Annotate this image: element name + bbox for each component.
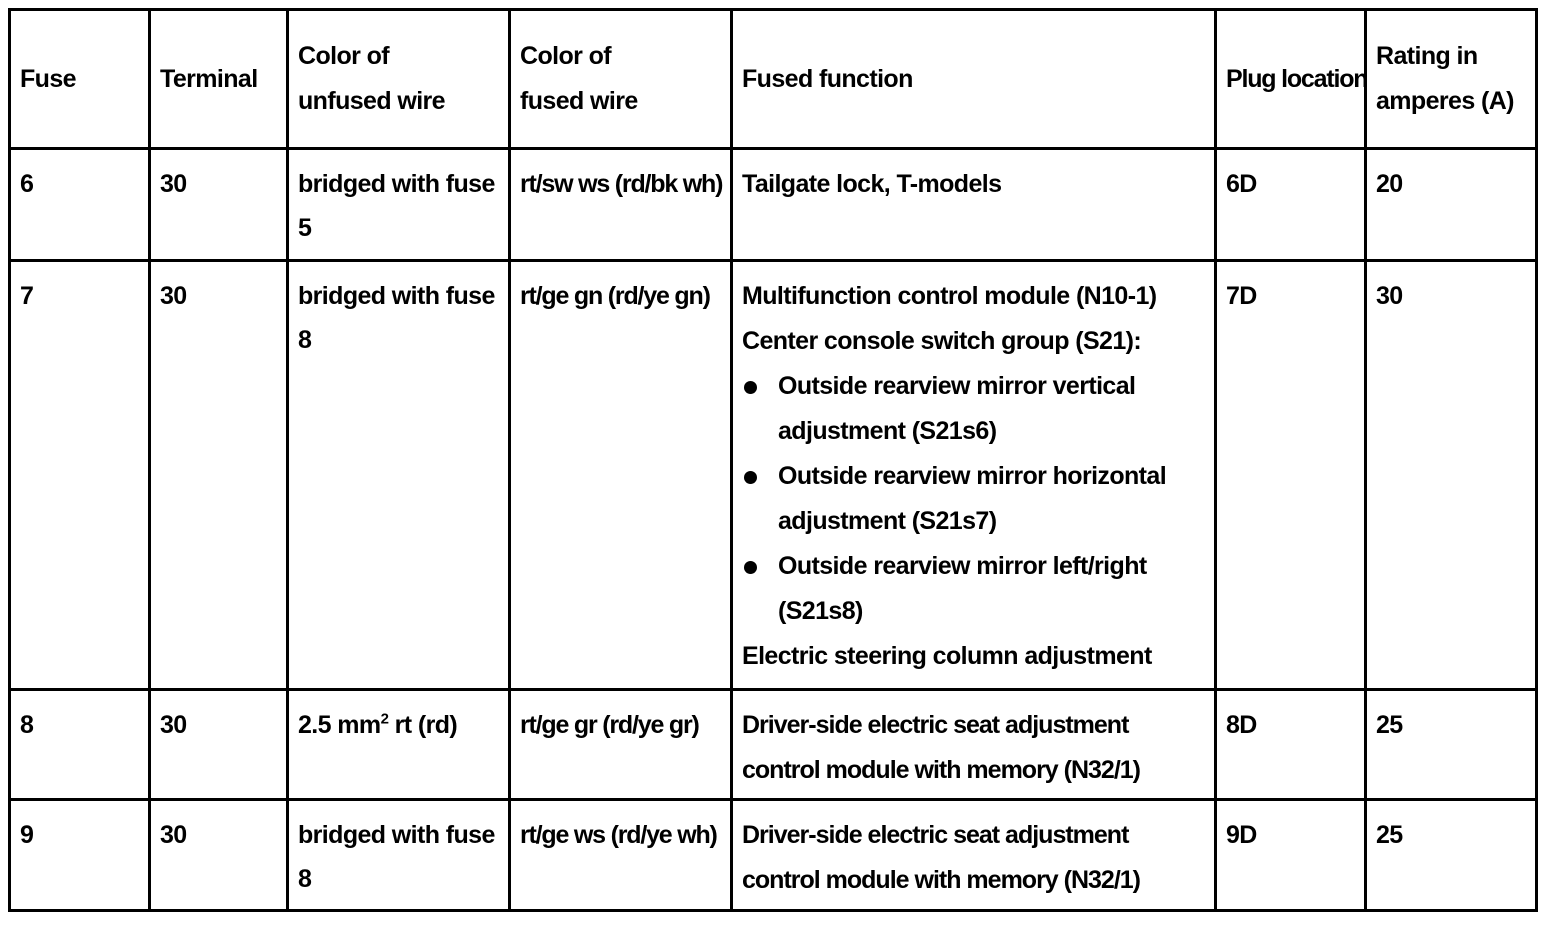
table-row — [10, 261, 1537, 690]
table-row — [10, 690, 1537, 800]
cell-fused-function — [732, 800, 1216, 911]
header-row — [10, 10, 1537, 149]
cell-unfused-wire: bridged with fuse 8 — [288, 800, 510, 911]
header-fused-wire — [510, 10, 732, 149]
cell-fuse: 8 — [10, 690, 150, 800]
wire-gauge-value: 2.5 mm — [298, 711, 381, 739]
cell-fuse: 9 — [10, 800, 150, 911]
cell-fused-wire: rt/ge gn (rd/ye gn) — [510, 261, 732, 690]
header-terminal-label: Terminal — [160, 64, 258, 93]
bullet-icon — [744, 471, 757, 484]
bullet-text: Outside rearview mirror vertical adjustment (S21s6) — [778, 372, 1136, 445]
cell-fused-wire: rt/sw ws (rd/bk wh) — [510, 149, 732, 261]
header-function-label: Fused function — [742, 64, 913, 93]
header-rating-line1: Rating in — [1376, 42, 1478, 70]
function-bullet-item — [742, 454, 1208, 544]
function-bullet-item — [742, 544, 1208, 634]
fuse-table — [8, 8, 1538, 912]
cell-fused-wire: rt/ge gr (rd/ye gr) — [510, 690, 732, 800]
cell-fused-wire: rt/ge ws (rd/ye wh) — [510, 800, 732, 911]
header-fused-line1: Color of — [520, 42, 612, 70]
cell-plug-location: 8D — [1216, 690, 1366, 800]
cell-unfused-wire: bridged with fuse 8 — [288, 261, 510, 690]
function-line: Driver-side electric seat adjustment control module with memory (N32/1) — [742, 711, 1141, 784]
function-line: Tailgate lock, T-models — [742, 170, 1002, 198]
header-plug-label: Plug location — [1226, 64, 1368, 93]
cell-unfused-wire: bridged with fuse 5 — [288, 149, 510, 261]
cell-fused-function — [732, 261, 1216, 690]
cell-fused-function — [732, 149, 1216, 261]
header-unfused-line2: unfused wire — [298, 87, 445, 115]
cell-plug-location: 6D — [1216, 149, 1366, 261]
function-line: Electric steering column adjustment — [742, 642, 1152, 670]
header-fused-line2: fused wire — [520, 87, 638, 115]
cell-unfused-wire — [288, 690, 510, 800]
cell-fuse: 7 — [10, 261, 150, 690]
bullet-text: Outside rearview mirror horizontal adjustment (S21s7) — [778, 462, 1167, 535]
cell-terminal: 30 — [150, 261, 288, 690]
cell-rating: 20 — [1366, 149, 1537, 261]
cell-terminal: 30 — [150, 690, 288, 800]
table-row — [10, 149, 1537, 261]
bullet-text: Outside rearview mirror left/right (S21s8) — [778, 552, 1147, 625]
header-unfused-line1: Color of — [298, 42, 390, 70]
header-fuse — [10, 10, 150, 149]
cell-rating: 30 — [1366, 261, 1537, 690]
cell-rating: 25 — [1366, 800, 1537, 911]
table-row — [10, 800, 1537, 911]
cell-terminal: 30 — [150, 800, 288, 911]
header-rating-line2: amperes (A) — [1376, 87, 1514, 115]
function-line: Driver-side electric seat adjustment control module with memory (N32/1) — [742, 821, 1141, 894]
bullet-icon — [744, 561, 757, 574]
cell-terminal: 30 — [150, 149, 288, 261]
bullet-icon — [744, 381, 757, 394]
header-unfused-wire — [288, 10, 510, 149]
header-terminal — [150, 10, 288, 149]
cell-plug-location: 7D — [1216, 261, 1366, 690]
header-fused-function — [732, 10, 1216, 149]
header-rating — [1366, 10, 1537, 149]
cell-fused-function — [732, 690, 1216, 800]
wire-gauge-superscript: 2 — [380, 710, 389, 728]
function-line: Multifunction control module (N10-1) — [742, 282, 1157, 310]
cell-fuse: 6 — [10, 149, 150, 261]
wire-gauge-color: rt (rd) — [388, 711, 458, 739]
function-bullet-item — [742, 364, 1208, 454]
header-fuse-label: Fuse — [20, 64, 76, 93]
cell-plug-location: 9D — [1216, 800, 1366, 911]
function-line: Center console switch group (S21): — [742, 327, 1142, 355]
cell-rating: 25 — [1366, 690, 1537, 800]
header-plug-location — [1216, 10, 1366, 149]
